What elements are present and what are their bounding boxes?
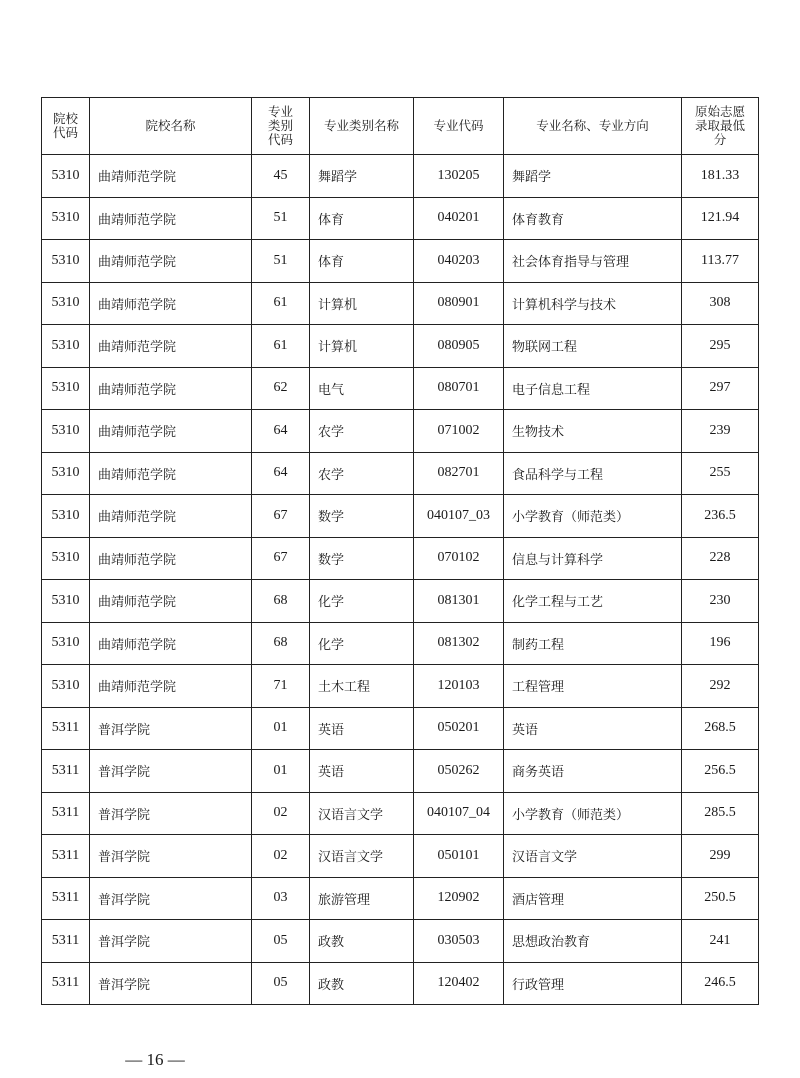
cell-category-name: 英语 — [310, 707, 414, 750]
cell-major-name: 汉语言文学 — [504, 835, 682, 878]
cell-category-code: 02 — [252, 835, 310, 878]
cell-category-code: 01 — [252, 750, 310, 793]
cell-min-score: 297 — [682, 367, 759, 410]
cell-school-code: 5310 — [42, 580, 90, 623]
cell-min-score: 250.5 — [682, 877, 759, 920]
page-number: — 16 — — [125, 1050, 185, 1069]
header-school-code: 院校代码 — [42, 98, 90, 155]
cell-school-name: 普洱学院 — [90, 962, 252, 1005]
cell-major-code: 040201 — [414, 197, 504, 240]
cell-category-code: 61 — [252, 325, 310, 368]
table-row — [42, 707, 759, 750]
header-major-name: 专业名称、专业方向 — [504, 98, 682, 155]
cell-major-code: 071002 — [414, 410, 504, 453]
cell-major-name: 小学教育（师范类） — [504, 495, 682, 538]
cell-category-code: 64 — [252, 410, 310, 453]
cell-category-name: 英语 — [310, 750, 414, 793]
cell-major-code: 080901 — [414, 282, 504, 325]
header-school-name: 院校名称 — [90, 98, 252, 155]
cell-category-code: 67 — [252, 537, 310, 580]
cell-school-code: 5310 — [42, 537, 90, 580]
cell-min-score: 113.77 — [682, 240, 759, 283]
cell-min-score: 308 — [682, 282, 759, 325]
table-row — [42, 282, 759, 325]
cell-category-name: 计算机 — [310, 282, 414, 325]
cell-min-score: 246.5 — [682, 962, 759, 1005]
cell-major-name: 食品科学与工程 — [504, 452, 682, 495]
cell-school-name: 曲靖师范学院 — [90, 282, 252, 325]
table-row — [42, 197, 759, 240]
table-body — [42, 155, 759, 1005]
table-row — [42, 920, 759, 963]
cell-major-code: 040203 — [414, 240, 504, 283]
cell-category-code: 71 — [252, 665, 310, 708]
cell-major-name: 制药工程 — [504, 622, 682, 665]
header-category-code: 专业类别代码 — [252, 98, 310, 155]
cell-major-code: 040107_04 — [414, 792, 504, 835]
cell-school-name: 普洱学院 — [90, 835, 252, 878]
cell-school-name: 曲靖师范学院 — [90, 452, 252, 495]
table-row — [42, 665, 759, 708]
cell-school-code: 5310 — [42, 622, 90, 665]
cell-major-code: 080701 — [414, 367, 504, 410]
table-row — [42, 622, 759, 665]
table-row — [42, 410, 759, 453]
cell-school-code: 5310 — [42, 452, 90, 495]
table-header-row — [42, 98, 759, 155]
cell-school-code: 5311 — [42, 707, 90, 750]
cell-category-name: 农学 — [310, 410, 414, 453]
cell-category-code: 67 — [252, 495, 310, 538]
cell-school-name: 曲靖师范学院 — [90, 410, 252, 453]
cell-school-code: 5310 — [42, 282, 90, 325]
cell-category-name: 数学 — [310, 537, 414, 580]
cell-school-code: 5311 — [42, 792, 90, 835]
cell-min-score: 228 — [682, 537, 759, 580]
cell-major-name: 计算机科学与技术 — [504, 282, 682, 325]
cell-min-score: 230 — [682, 580, 759, 623]
cell-school-code: 5311 — [42, 835, 90, 878]
cell-category-name: 电气 — [310, 367, 414, 410]
cell-major-name: 信息与计算科学 — [504, 537, 682, 580]
cell-category-code: 45 — [252, 155, 310, 198]
cell-category-name: 汉语言文学 — [310, 792, 414, 835]
cell-major-name: 社会体育指导与管理 — [504, 240, 682, 283]
table-row — [42, 580, 759, 623]
cell-major-name: 体育教育 — [504, 197, 682, 240]
cell-category-name: 数学 — [310, 495, 414, 538]
header-major-code: 专业代码 — [414, 98, 504, 155]
cell-min-score: 285.5 — [682, 792, 759, 835]
cell-category-name: 汉语言文学 — [310, 835, 414, 878]
cell-min-score: 236.5 — [682, 495, 759, 538]
cell-major-code: 070102 — [414, 537, 504, 580]
cell-major-code: 080905 — [414, 325, 504, 368]
cell-school-name: 普洱学院 — [90, 792, 252, 835]
cell-major-code: 050262 — [414, 750, 504, 793]
cell-major-code: 050201 — [414, 707, 504, 750]
cell-category-code: 01 — [252, 707, 310, 750]
cell-category-code: 68 — [252, 622, 310, 665]
cell-major-code: 130205 — [414, 155, 504, 198]
cell-category-code: 05 — [252, 920, 310, 963]
cell-major-code: 120402 — [414, 962, 504, 1005]
cell-category-name: 体育 — [310, 197, 414, 240]
cell-major-code: 081302 — [414, 622, 504, 665]
cell-category-code: 61 — [252, 282, 310, 325]
cell-major-name: 小学教育（师范类） — [504, 792, 682, 835]
cell-category-name: 计算机 — [310, 325, 414, 368]
cell-school-code: 5311 — [42, 920, 90, 963]
cell-school-name: 曲靖师范学院 — [90, 325, 252, 368]
cell-min-score: 255 — [682, 452, 759, 495]
cell-category-code: 62 — [252, 367, 310, 410]
cell-category-code: 51 — [252, 197, 310, 240]
cell-school-name: 曲靖师范学院 — [90, 367, 252, 410]
admission-score-table — [41, 97, 759, 1005]
cell-school-code: 5311 — [42, 962, 90, 1005]
cell-category-name: 农学 — [310, 452, 414, 495]
cell-min-score: 268.5 — [682, 707, 759, 750]
cell-school-code: 5310 — [42, 495, 90, 538]
cell-category-name: 体育 — [310, 240, 414, 283]
cell-major-name: 行政管理 — [504, 962, 682, 1005]
cell-major-code: 081301 — [414, 580, 504, 623]
cell-school-name: 曲靖师范学院 — [90, 197, 252, 240]
cell-category-name: 旅游管理 — [310, 877, 414, 920]
cell-school-code: 5311 — [42, 877, 90, 920]
cell-major-name: 酒店管理 — [504, 877, 682, 920]
table-row — [42, 835, 759, 878]
cell-school-name: 曲靖师范学院 — [90, 495, 252, 538]
cell-school-name: 曲靖师范学院 — [90, 155, 252, 198]
header-min-score: 原始志愿录取最低分 — [682, 98, 759, 155]
table-row — [42, 750, 759, 793]
table-row — [42, 240, 759, 283]
cell-school-name: 曲靖师范学院 — [90, 622, 252, 665]
cell-major-code: 120902 — [414, 877, 504, 920]
cell-school-name: 普洱学院 — [90, 750, 252, 793]
cell-category-name: 舞蹈学 — [310, 155, 414, 198]
table-row — [42, 495, 759, 538]
cell-school-name: 普洱学院 — [90, 707, 252, 750]
cell-category-name: 化学 — [310, 622, 414, 665]
cell-min-score: 292 — [682, 665, 759, 708]
table-row — [42, 452, 759, 495]
cell-major-name: 物联网工程 — [504, 325, 682, 368]
cell-major-code: 082701 — [414, 452, 504, 495]
cell-school-code: 5310 — [42, 367, 90, 410]
cell-major-name: 电子信息工程 — [504, 367, 682, 410]
cell-min-score: 121.94 — [682, 197, 759, 240]
cell-major-name: 生物技术 — [504, 410, 682, 453]
cell-major-name: 舞蹈学 — [504, 155, 682, 198]
cell-school-name: 普洱学院 — [90, 877, 252, 920]
cell-school-name: 曲靖师范学院 — [90, 665, 252, 708]
cell-major-name: 工程管理 — [504, 665, 682, 708]
cell-school-name: 曲靖师范学院 — [90, 580, 252, 623]
table-row — [42, 367, 759, 410]
cell-major-code: 030503 — [414, 920, 504, 963]
table-row — [42, 537, 759, 580]
table-row — [42, 962, 759, 1005]
cell-major-name: 英语 — [504, 707, 682, 750]
cell-category-code: 05 — [252, 962, 310, 1005]
cell-school-name: 普洱学院 — [90, 920, 252, 963]
cell-category-name: 政教 — [310, 920, 414, 963]
cell-category-name: 化学 — [310, 580, 414, 623]
cell-min-score: 256.5 — [682, 750, 759, 793]
cell-major-name: 商务英语 — [504, 750, 682, 793]
cell-school-name: 曲靖师范学院 — [90, 240, 252, 283]
cell-school-code: 5310 — [42, 665, 90, 708]
cell-category-name: 土木工程 — [310, 665, 414, 708]
header-category-name: 专业类别名称 — [310, 98, 414, 155]
cell-school-code: 5310 — [42, 197, 90, 240]
cell-min-score: 299 — [682, 835, 759, 878]
table-row — [42, 155, 759, 198]
cell-category-code: 64 — [252, 452, 310, 495]
cell-school-code: 5310 — [42, 410, 90, 453]
table-row — [42, 792, 759, 835]
table-row — [42, 325, 759, 368]
cell-school-code: 5310 — [42, 325, 90, 368]
cell-school-code: 5311 — [42, 750, 90, 793]
cell-min-score: 196 — [682, 622, 759, 665]
cell-category-code: 03 — [252, 877, 310, 920]
cell-school-code: 5310 — [42, 240, 90, 283]
cell-major-name: 化学工程与工艺 — [504, 580, 682, 623]
cell-category-code: 68 — [252, 580, 310, 623]
cell-school-name: 曲靖师范学院 — [90, 537, 252, 580]
cell-min-score: 295 — [682, 325, 759, 368]
cell-major-code: 040107_03 — [414, 495, 504, 538]
table-row — [42, 877, 759, 920]
cell-school-code: 5310 — [42, 155, 90, 198]
cell-min-score: 239 — [682, 410, 759, 453]
cell-major-name: 思想政治教育 — [504, 920, 682, 963]
cell-major-code: 120103 — [414, 665, 504, 708]
cell-category-name: 政教 — [310, 962, 414, 1005]
cell-min-score: 241 — [682, 920, 759, 963]
cell-category-code: 51 — [252, 240, 310, 283]
cell-min-score: 181.33 — [682, 155, 759, 198]
cell-category-code: 02 — [252, 792, 310, 835]
cell-major-code: 050101 — [414, 835, 504, 878]
